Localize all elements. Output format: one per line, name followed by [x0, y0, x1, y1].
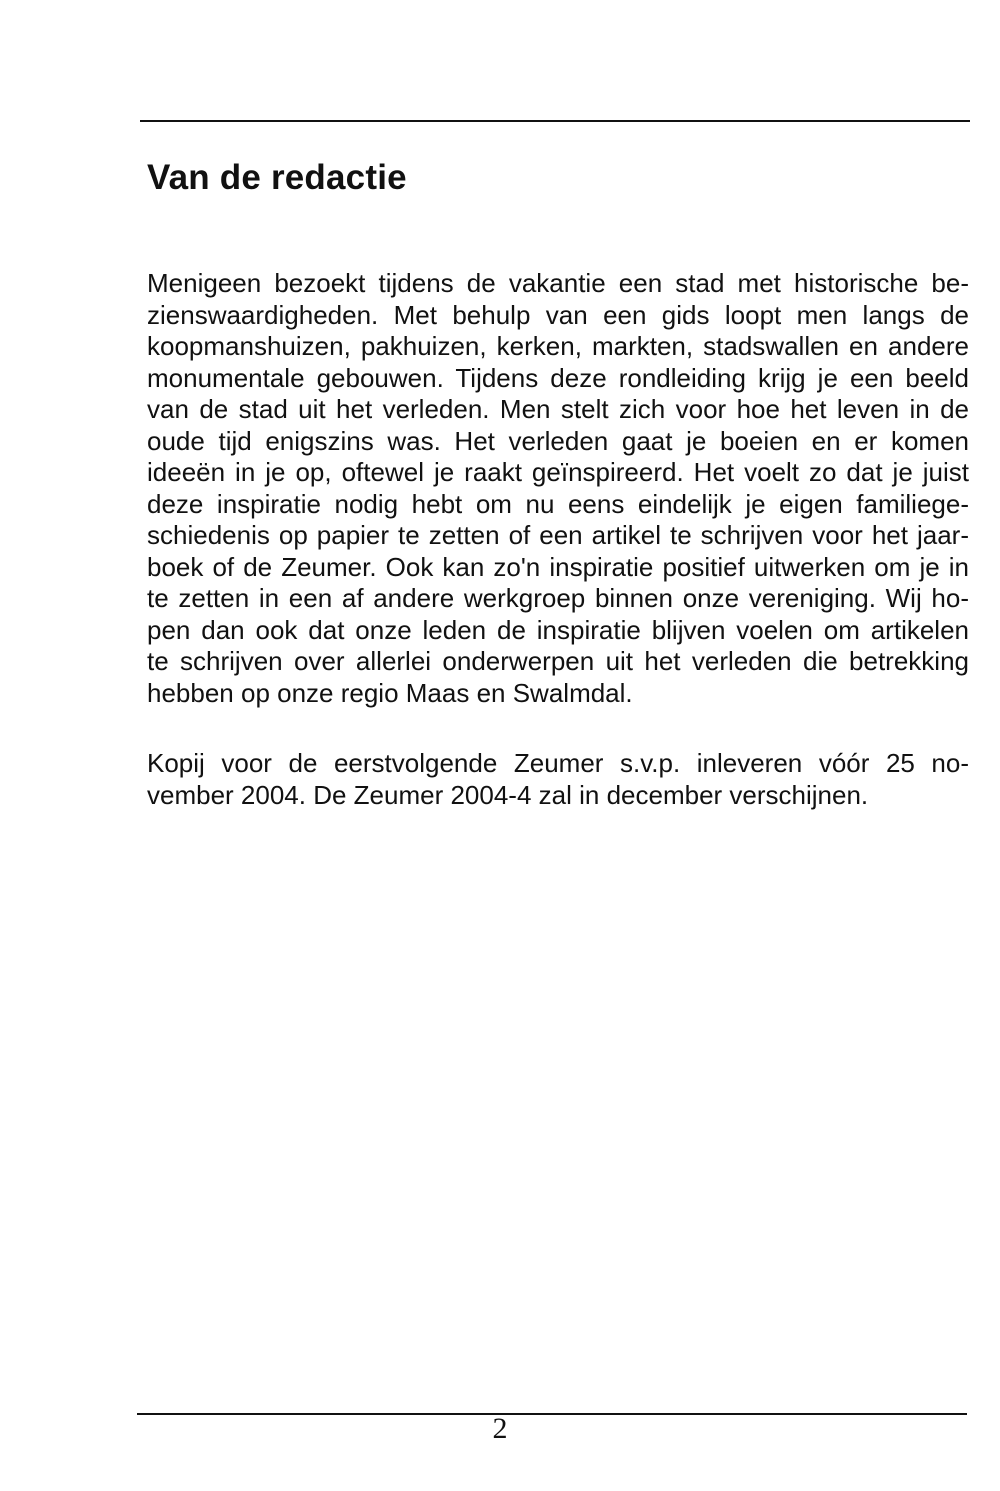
text-line: hebben op onze regio Maas en Swalmdal.: [147, 677, 633, 708]
text-line: monumentale gebouwen. Tijdens deze rondleiding krijg je een beeld: [147, 362, 969, 393]
text-line: Kopij voor de eerstvolgende Zeumer s.v.p. inleveren vóór 25 no-: [147, 748, 969, 778]
top-rule: [140, 120, 970, 122]
text-line: koopmanshuizen, pakhuizen, kerken, markten, stadswallen en andere: [147, 331, 969, 361]
text-line: schiedenis op papier te zetten of een artikel te schrijven voor het jaar-: [147, 520, 969, 550]
text-line: van de stad uit het verleden. Men stelt zich voor hoe het leven in de: [147, 394, 969, 424]
paragraph-copy-deadline: [147, 748, 969, 811]
text-line: oude tijd enigszins was. Het verleden gaat je boeien en er komen: [147, 425, 969, 456]
text-line: Menigeen bezoekt tijdens de vakantie een stad met historische be-: [147, 268, 969, 298]
page-title: Van de redactie: [147, 158, 407, 197]
text-line: zienswaardigheden. Met behulp van een gids loopt men langs de: [147, 299, 969, 330]
text-line: deze inspiratie nodig hebt om nu eens eindelijk je eigen familiege-: [147, 488, 969, 519]
text-line: pen dan ook dat onze leden de inspiratie blijven voelen om artikelen: [147, 614, 969, 645]
text-line: ideeën in je op, oftewel je raakt geïnspireerd. Het voelt zo dat je juist: [147, 457, 969, 487]
paragraph-intro: [147, 268, 969, 709]
text-line: vember 2004. De Zeumer 2004-4 zal in december verschijnen.: [147, 779, 869, 810]
text-line: te zetten in een af andere werkgroep binnen onze vereniging. Wij ho-: [147, 583, 969, 613]
text-line: te schrijven over allerlei onderwerpen uit het verleden die betrekking: [147, 646, 969, 676]
text-line: boek of de Zeumer. Ook kan zo'n inspiratie positief uitwerken om je in: [147, 551, 969, 582]
page-number: 2: [492, 1412, 508, 1445]
